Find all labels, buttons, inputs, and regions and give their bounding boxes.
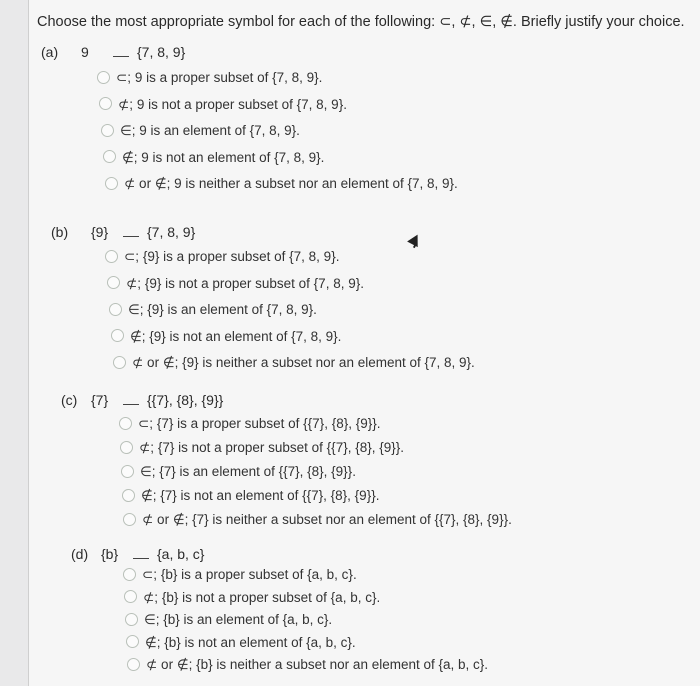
option[interactable] (122, 484, 511, 508)
option-text: ⊄; {b} is not a proper subset of {a, b, c}. (143, 589, 381, 605)
radio-button[interactable] (121, 465, 134, 478)
part-element: {b} (101, 546, 119, 562)
option[interactable] (123, 564, 484, 587)
question-page (28, 0, 700, 686)
radio-button[interactable] (101, 124, 114, 137)
option[interactable] (101, 118, 454, 145)
option-text: ⊄ or ∉; 9 is neither a subset nor an element of {7, 8, 9}. (124, 176, 458, 191)
option-text: ∉; 9 is not an element of {7, 8, 9}. (122, 149, 325, 165)
option[interactable] (99, 92, 452, 119)
part-set: {a, b, c} (157, 546, 205, 562)
part-element: 9 (81, 44, 89, 60)
radio-button[interactable] (122, 489, 135, 502)
radio-button[interactable] (120, 441, 133, 454)
radio-button[interactable] (113, 356, 126, 369)
part-b (51, 222, 475, 377)
part-d (71, 544, 489, 677)
answer-blank (133, 546, 149, 559)
option[interactable] (124, 587, 485, 610)
radio-button[interactable] (123, 568, 136, 581)
option-text: ⊄; 9 is not a proper subset of {7, 8, 9}. (118, 96, 347, 112)
part-b-prompt (51, 222, 467, 242)
option-text: ⊄; {9} is not a proper subset of {7, 8, 9}. (126, 275, 364, 291)
radio-button[interactable] (126, 635, 139, 648)
radio-button[interactable] (124, 590, 137, 603)
option[interactable] (120, 436, 509, 460)
radio-button[interactable] (123, 513, 136, 526)
part-element: {7} (91, 392, 109, 408)
part-d-prompt (71, 544, 484, 564)
answer-blank (123, 224, 139, 237)
option-text: ⊄ or ∉; {9} is neither a subset nor an element of {7, 8, 9}. (132, 355, 475, 370)
option[interactable] (107, 271, 469, 298)
part-label: (b) (51, 224, 69, 240)
radio-button[interactable] (103, 150, 116, 163)
option[interactable] (109, 297, 471, 324)
part-set: {7, 8, 9} (137, 44, 186, 60)
part-label: (a) (41, 44, 59, 60)
part-d-options (123, 564, 489, 677)
radio-button[interactable] (111, 329, 124, 342)
option[interactable] (119, 412, 508, 436)
option[interactable] (127, 654, 488, 677)
radio-button[interactable] (105, 177, 118, 190)
radio-button[interactable] (127, 658, 140, 671)
option[interactable] (125, 609, 486, 632)
part-set: {7, 8, 9} (147, 224, 196, 240)
part-a-prompt (41, 42, 450, 62)
radio-button[interactable] (109, 303, 122, 316)
option-text: ⊄; {7} is not a proper subset of {{7}, {8}, {9}}. (139, 440, 405, 455)
option-text: ⊂; {b} is a proper subset of {a, b, c}. (142, 567, 357, 582)
part-set: {{7}, {8}, {9}} (147, 392, 224, 408)
option-text: ∉; {b} is not an element of {a, b, c}. (145, 634, 356, 650)
radio-button[interactable] (125, 613, 138, 626)
radio-button[interactable] (97, 71, 110, 84)
question-title: Choose the most appropriate symbol for each of the following: ⊂, ⊄, ∈, ∉. Briefly justify your choice. (37, 14, 685, 30)
part-c-prompt (61, 390, 508, 410)
option-text: ⊄ or ∉; {7} is neither a subset nor an element of {{7}, {8}, {9}}. (142, 512, 512, 527)
option-text: ∈; {b} is an element of {a, b, c}. (144, 612, 333, 627)
option[interactable] (121, 460, 510, 484)
part-label: (d) (71, 546, 89, 562)
radio-button[interactable] (105, 250, 118, 263)
option[interactable] (105, 171, 458, 198)
part-b-options (105, 244, 475, 377)
option-text: ∉; {7} is not an element of {{7}, {8}, {9}}. (141, 488, 380, 503)
radio-button[interactable] (99, 97, 112, 110)
option[interactable] (123, 508, 512, 532)
option[interactable] (97, 65, 450, 92)
option-text: ∉; {9} is not an element of {7, 8, 9}. (130, 328, 342, 344)
answer-blank (113, 44, 129, 57)
option-text: ∈; 9 is an element of {7, 8, 9}. (120, 123, 300, 138)
option[interactable] (113, 350, 475, 377)
part-c (61, 390, 512, 532)
option-text: ∈; {7} is an element of {{7}, {8}, {9}}. (140, 464, 356, 479)
part-element: {9} (91, 224, 109, 240)
option[interactable] (103, 145, 456, 172)
option-text: ⊂; {9} is a proper subset of {7, 8, 9}. (124, 249, 340, 264)
part-a (41, 42, 458, 198)
option-text: ⊂; {7} is a proper subset of {{7}, {8}, {9}}. (138, 416, 381, 431)
option-text: ⊄ or ∉; {b} is neither a subset nor an element of {a, b, c}. (146, 657, 489, 672)
answer-blank (123, 392, 139, 405)
radio-button[interactable] (119, 417, 132, 430)
part-c-options (119, 412, 512, 532)
option[interactable] (111, 324, 473, 351)
part-a-options (97, 65, 458, 198)
option-text: ∈; {9} is an element of {7, 8, 9}. (128, 302, 317, 317)
option[interactable] (105, 244, 467, 271)
part-label: (c) (61, 392, 78, 408)
option-text: ⊂; 9 is a proper subset of {7, 8, 9}. (116, 70, 323, 85)
radio-button[interactable] (107, 276, 120, 289)
option[interactable] (126, 632, 487, 655)
